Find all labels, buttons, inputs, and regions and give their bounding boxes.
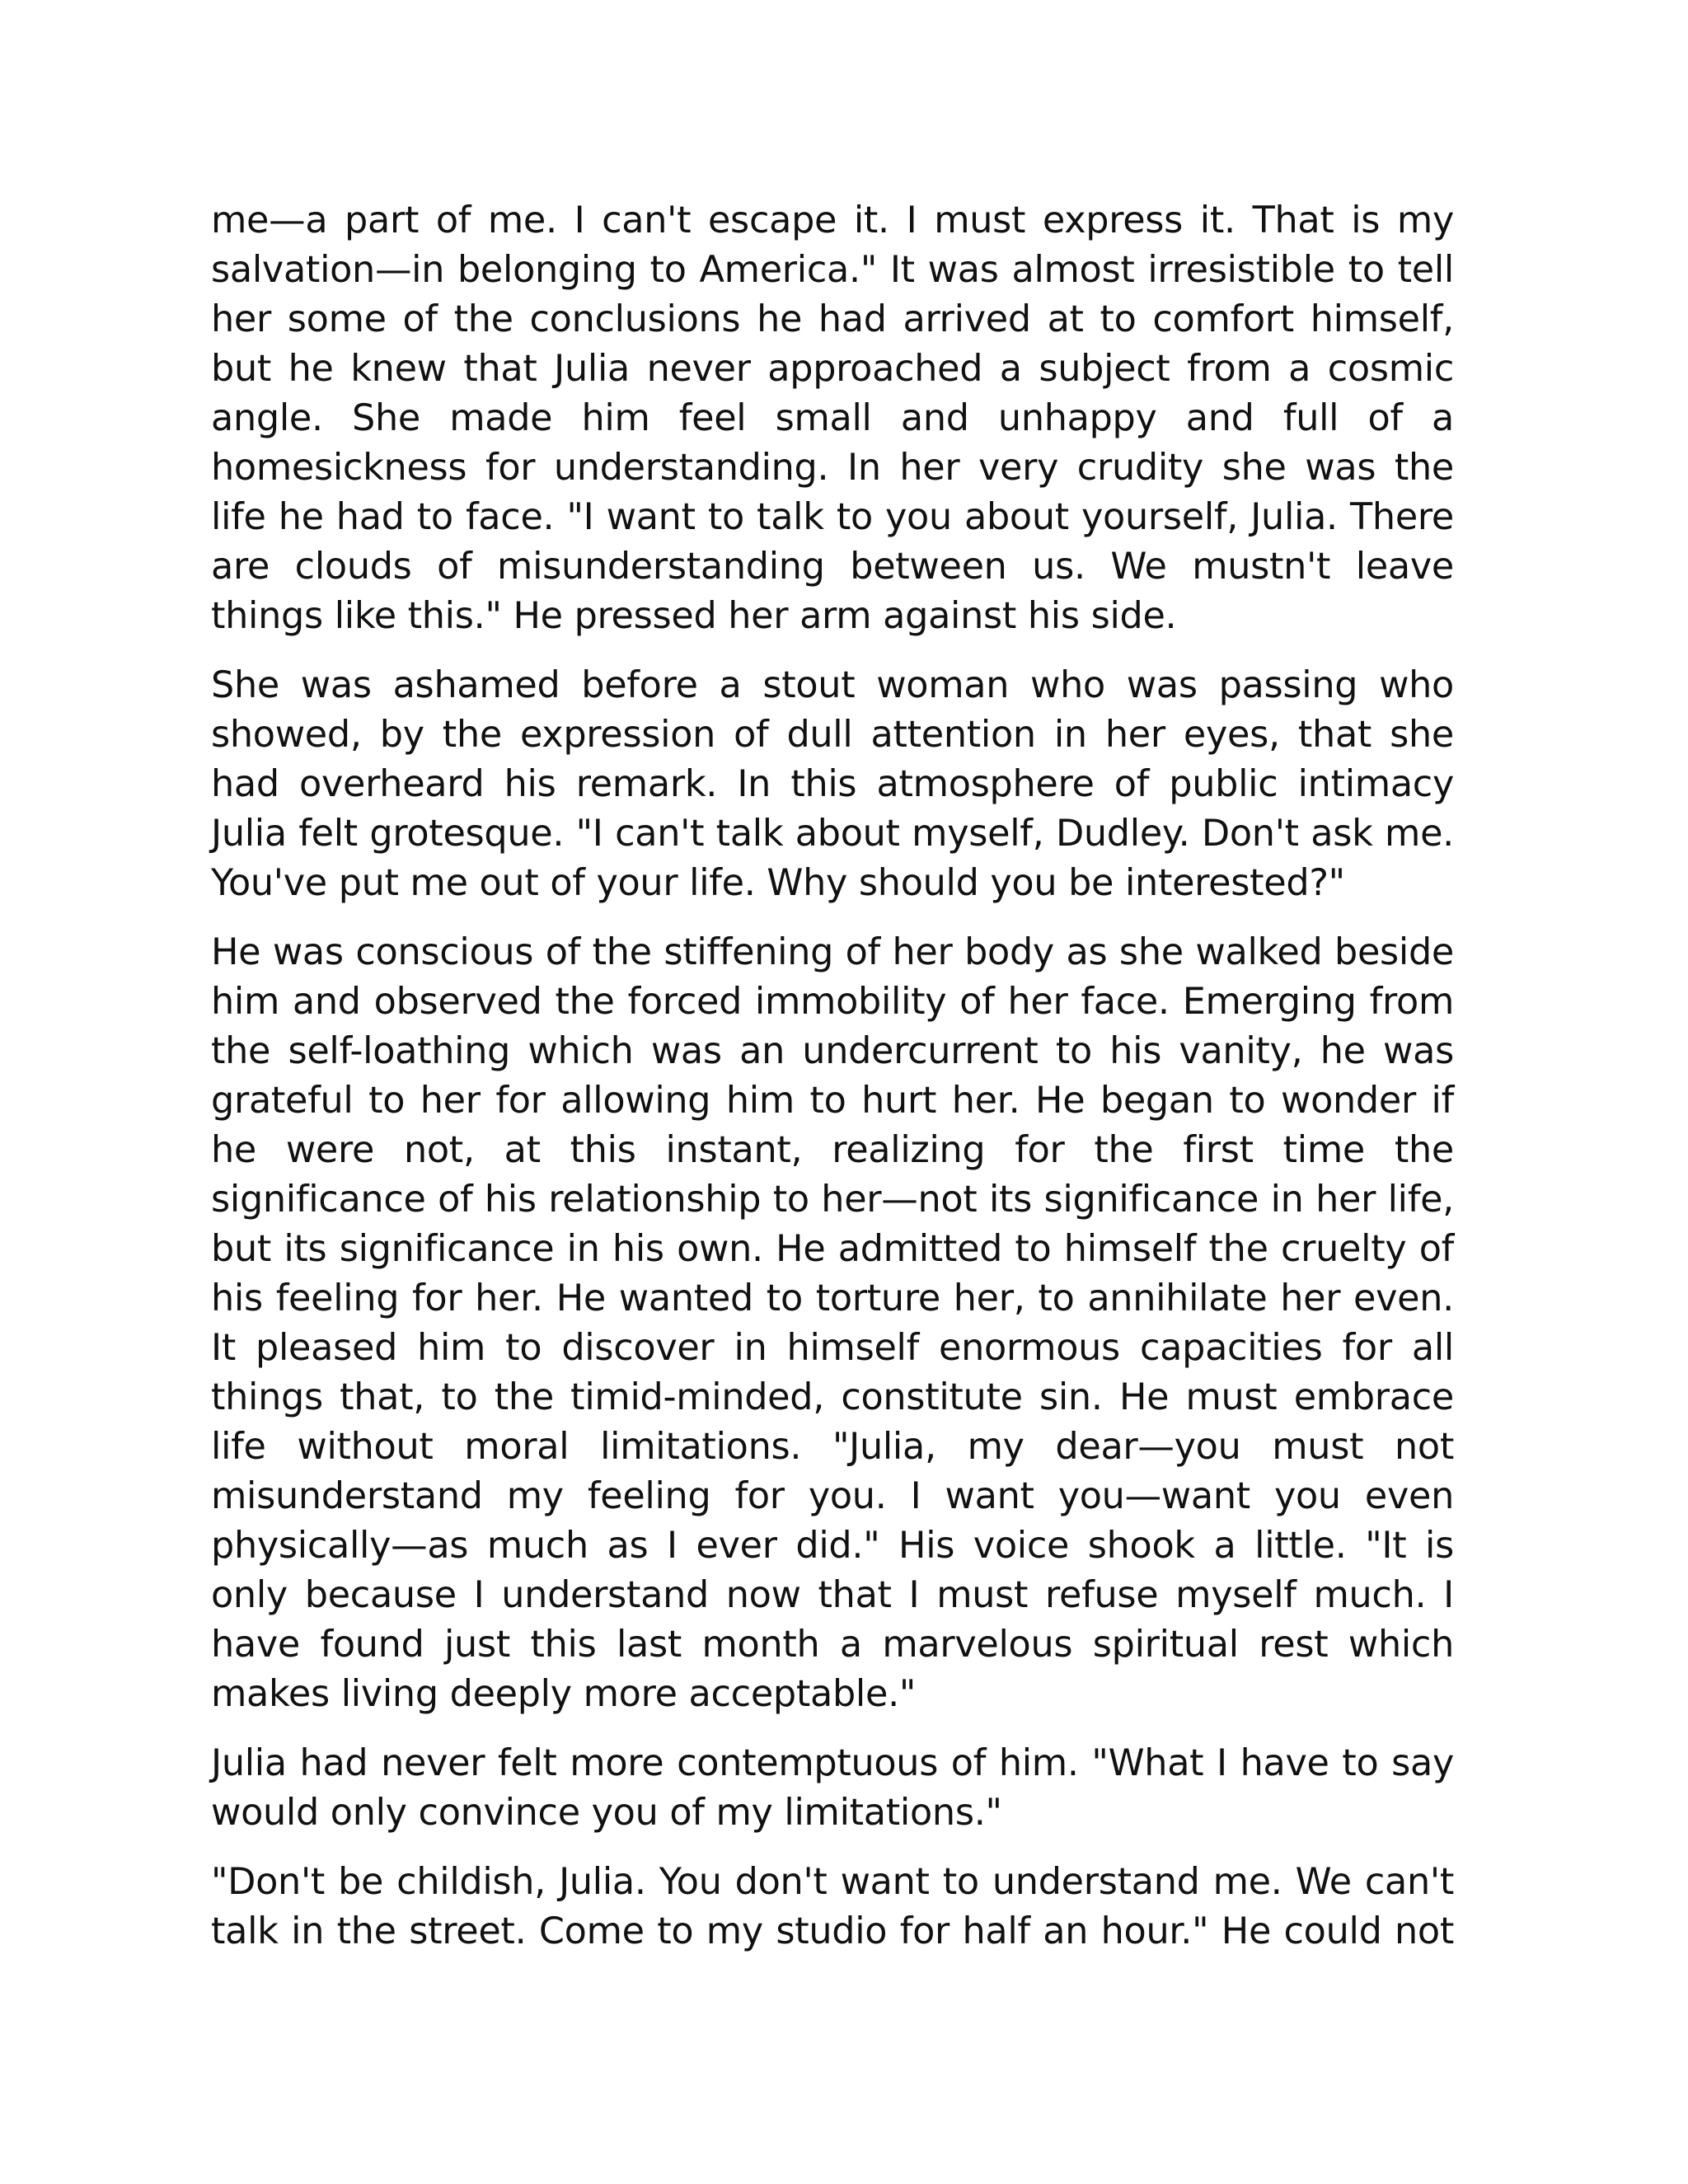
paragraph: He was conscious of the stiffening of her body as she walked beside him and observed the forced immobility of her face. Emerging from the self-loathing which was an undercurrent to his vanity, he was grateful to her for allowing him to hurt her. He began to wonder if he were not, at this instant, realizing for the first time the significance of his relationship to her—not its significance in her life, but its significance in his own. He admitted to himself the cruelty of his feeling for her. He wanted to torture her, to annihilate her even. It pleased him to discover in himself enormous capacities for all things that, to the timid-minded, constitute sin. He must embrace life without moral limitations. "Julia, my dear—you must not misunderstand my feeling for you. I want you—want you even physically—as much as I ever did." His voice shook a little. "It is only because I understand now that I must refuse myself much. I have found just this last month a marvelous spiritual rest which makes living deeply more acceptable." xyxy=(211,931,1454,1715)
paragraph: She was ashamed before a stout woman who was passing who showed, by the expression of dull attention in her eyes, that she had overheard his remark. In this atmosphere of public intimacy Julia felt grotesque. "I can't talk about myself, Dudley. Don't ask me. You've put me out of your life. Why should you be interested?" xyxy=(211,664,1454,904)
document-page xyxy=(211,196,1454,1976)
paragraph: me—a part of me. I can't escape it. I must express it. That is my salvation—in belonging to America." It was almost irresistible to tell her some of the conclusions he had arrived at to comfort himself, but he knew that Julia never approached a subject from a cosmic angle. She made him feel small and unhappy and full of a homesickness for understanding. In her very crudity she was the life he had to face. "I want to talk to you about yourself, Julia. There are clouds of misunderstanding between us. We mustn't leave things like this." He pressed her arm against his side. xyxy=(211,199,1454,637)
paragraph: "Don't be childish, Julia. You don't want to understand me. We can't talk in the street. Come to my studio for half an hour." He could not xyxy=(211,1861,1454,1952)
paragraph: Julia had never felt more contemptuous of him. "What I have to say would only convince you of my limitations." xyxy=(211,1742,1454,1834)
